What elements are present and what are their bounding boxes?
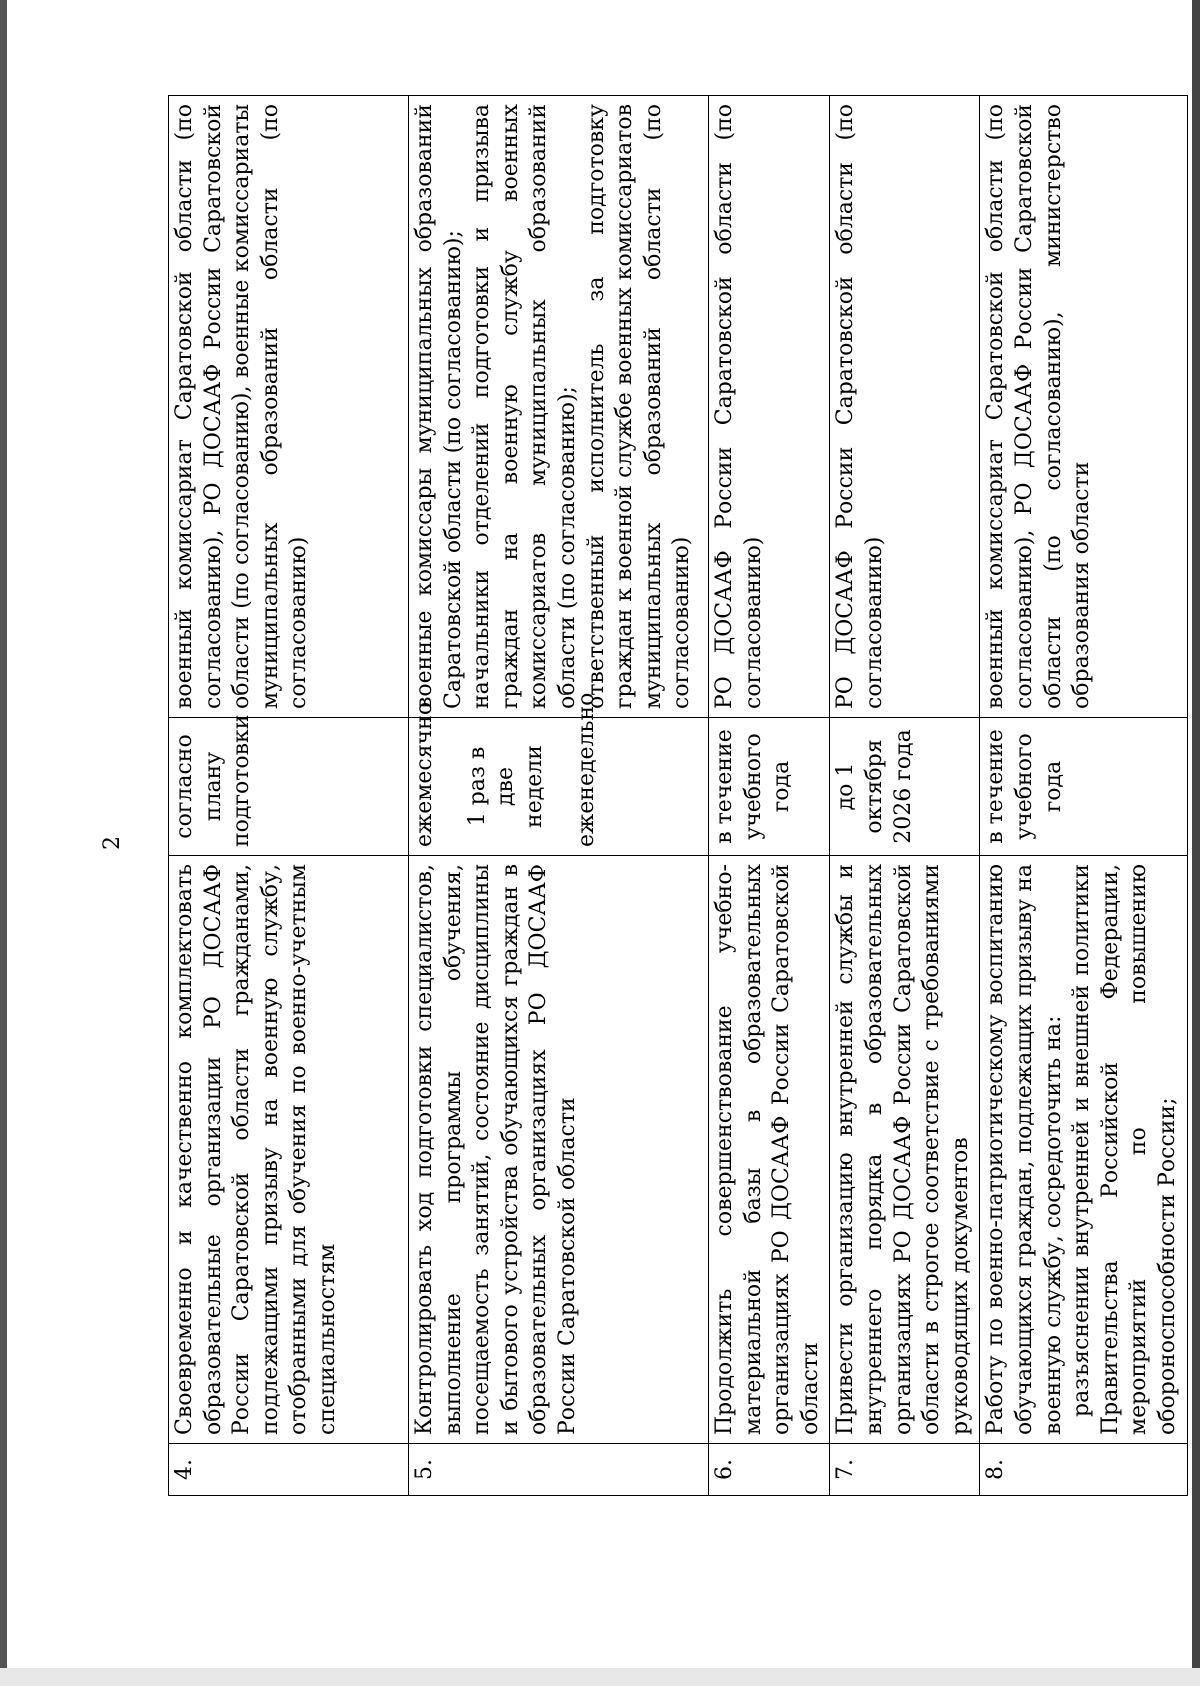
action-subitem: разъяснении внутренней и внешней политики Правительства Российской Федерации, мероприятий по повышению обороноспособности России;	[1069, 864, 1180, 1435]
deadline-cell	[409, 692, 709, 856]
responsible-cell	[980, 96, 1187, 718]
responsible-line: ответственный исполнитель за подготовку граждан к военной службе военных комиссариатов муниципальных образований области (по согласованию)	[583, 104, 695, 709]
responsible-cell	[169, 96, 409, 718]
deadline-line: в течение учебного года	[983, 729, 1066, 844]
action-line: Работу по военно-патриотическому воспитанию обучающихся граждан, подлежащих призыву на военную службу, сосредоточить на:	[983, 864, 1066, 1435]
page-number: 2	[100, 836, 125, 850]
deadline-line: согласно плану подготовки	[172, 714, 255, 847]
table-row	[980, 96, 1187, 1496]
action-cell	[980, 856, 1187, 1444]
action-cell: Контролировать ход подготовки специалистов, выполнение программы обучения, посещаемость занятий, состояние дисциплины и бытового устройства обучающихся граждан в образовательных организациях РО ДОСААФ России Саратовской области	[409, 856, 709, 1444]
deadline-cell	[980, 718, 1187, 856]
deadline-line: 1 раз в две недели	[464, 745, 547, 828]
table-row	[709, 96, 830, 1496]
responsible-line: военный комиссариат Саратовской области (по согласованию), РО ДОСААФ России Саратовской области (по согласованию), военные комиссариаты муниципальных образований области (по согласованию)	[172, 104, 312, 709]
responsible-line: военный комиссариат Саратовской области (по согласованию), РО ДОСААФ России Саратовской области (по согласованию), министерство образования области	[983, 104, 1095, 709]
plan-table	[168, 95, 1188, 1496]
responsible-line: военные комиссары муниципальных образований Саратовской области (по согласованию);	[412, 104, 466, 709]
responsible-line: РО ДОСААФ России Саратовской области (по согласованию)	[712, 104, 766, 709]
responsible-line: РО ДОСААФ России Саратовской области (по согласованию)	[833, 104, 887, 709]
table-row	[409, 96, 709, 1496]
row-number: 6.	[709, 1444, 830, 1496]
responsible-cell	[830, 96, 980, 718]
responsible-line: начальники отделений подготовки и призыва граждан на военную службу военных комиссариатов муниципальных образований области (по согласованию);	[469, 104, 580, 709]
deadline-line: еженедельно	[574, 692, 600, 847]
responsible-cell	[409, 96, 709, 718]
row-number: 8.	[980, 1444, 1187, 1496]
deadline-cell	[169, 714, 409, 856]
deadline-cell	[709, 718, 830, 856]
action-cell: Привести организацию внутренней службы и внутреннего порядка в образовательных организациях РО ДОСААФ России Саратовской области в строгое соответствие с требованиями руководящих документов	[830, 856, 980, 1444]
deadline-line: до 1 октября 2026 года	[833, 729, 916, 844]
row-number: 7.	[830, 1444, 980, 1496]
deadline-line: в течение учебного года	[712, 729, 795, 844]
row-number: 4.	[169, 1444, 409, 1496]
deadline-line: ежемесячно	[412, 701, 437, 847]
row-number: 5.	[409, 1444, 709, 1496]
table-row	[169, 96, 409, 1496]
table-row	[830, 96, 980, 1496]
action-cell: Продолжить совершенствование учебно-материальной базы в образовательных организациях РО ДОСААФ России Саратовской области	[709, 856, 830, 1444]
deadline-cell	[830, 718, 980, 856]
action-cell: Своевременно и качественно комплектовать образовательные организации РО ДОСААФ России Саратовской области гражданами, подлежащими призыву на военную службу, отобранными для обучения по военно-учетным специальностям	[169, 856, 409, 1444]
responsible-cell	[709, 96, 830, 718]
